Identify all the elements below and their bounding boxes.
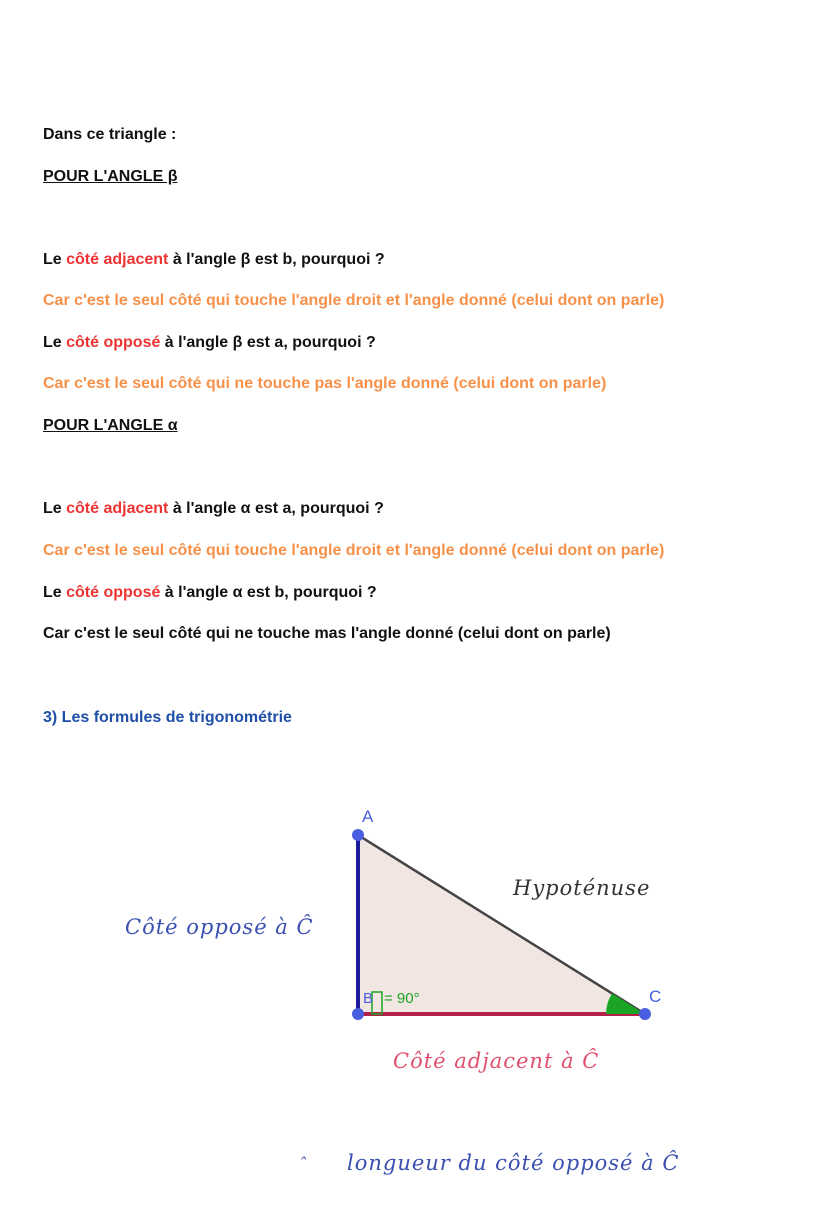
formula-partial-text: longueur du côté opposé à Ĉ: [347, 1151, 680, 1175]
angle-c-marker: [606, 994, 645, 1015]
vertex-a-point: [352, 829, 364, 841]
term-opposite: côté opposé: [66, 584, 161, 601]
opposite-side-label: Côté opposé à Ĉ: [125, 915, 314, 939]
question-prefix: Le: [43, 500, 67, 517]
section-title: 3) Les formules de trigonométrie: [43, 709, 292, 726]
question-suffix: à l'angle α est a, pourquoi ?: [168, 500, 384, 517]
term-adjacent: côté adjacent: [66, 251, 169, 268]
vertex-c-label: C: [649, 987, 662, 1006]
alpha-opposite-question: [43, 584, 377, 602]
formula-hat-fragment: ˆ: [298, 1155, 307, 1175]
beta-adjacent-answer: Car c'est le seul côté qui touche l'angle droit et l'angle donné (celui dont on parle): [43, 292, 665, 309]
term-opposite: côté opposé: [66, 334, 161, 351]
adjacent-side-label: Côté adjacent à Ĉ: [393, 1049, 600, 1073]
question-prefix: Le: [43, 251, 67, 268]
question-suffix: à l'angle α est b, pourquoi ?: [160, 584, 377, 601]
beta-opposite-answer: Car c'est le seul côté qui ne touche pas l'angle donné (celui dont on parle): [43, 375, 607, 392]
question-prefix: Le: [43, 584, 67, 601]
triangle-figure: [0, 780, 828, 1180]
vertex-b-label: B: [363, 990, 374, 1007]
vertex-a-label: A: [362, 807, 374, 826]
vertex-b-point: [352, 1008, 364, 1020]
right-angle-label: = 90°: [384, 990, 420, 1007]
term-adjacent: côté adjacent: [66, 500, 169, 517]
question-suffix: à l'angle β est b, pourquoi ?: [168, 251, 385, 268]
beta-heading: POUR L'ANGLE β: [43, 168, 178, 185]
question-prefix: Le: [43, 334, 67, 351]
alpha-opposite-answer: Car c'est le seul côté qui ne touche mas l'angle donné (celui dont on parle): [43, 625, 611, 642]
alpha-adjacent-question: [43, 500, 384, 518]
intro-text: Dans ce triangle :: [43, 126, 177, 143]
beta-adjacent-question: [43, 251, 385, 269]
question-suffix: à l'angle β est a, pourquoi ?: [160, 334, 376, 351]
beta-opposite-question: [43, 334, 376, 352]
alpha-heading: POUR L'ANGLE α: [43, 417, 178, 434]
hypotenuse-label: Hypoténuse: [513, 876, 651, 900]
alpha-adjacent-answer: Car c'est le seul côté qui touche l'angle droit et l'angle donné (celui dont on parle): [43, 542, 665, 559]
vertex-c-point: [639, 1008, 651, 1020]
